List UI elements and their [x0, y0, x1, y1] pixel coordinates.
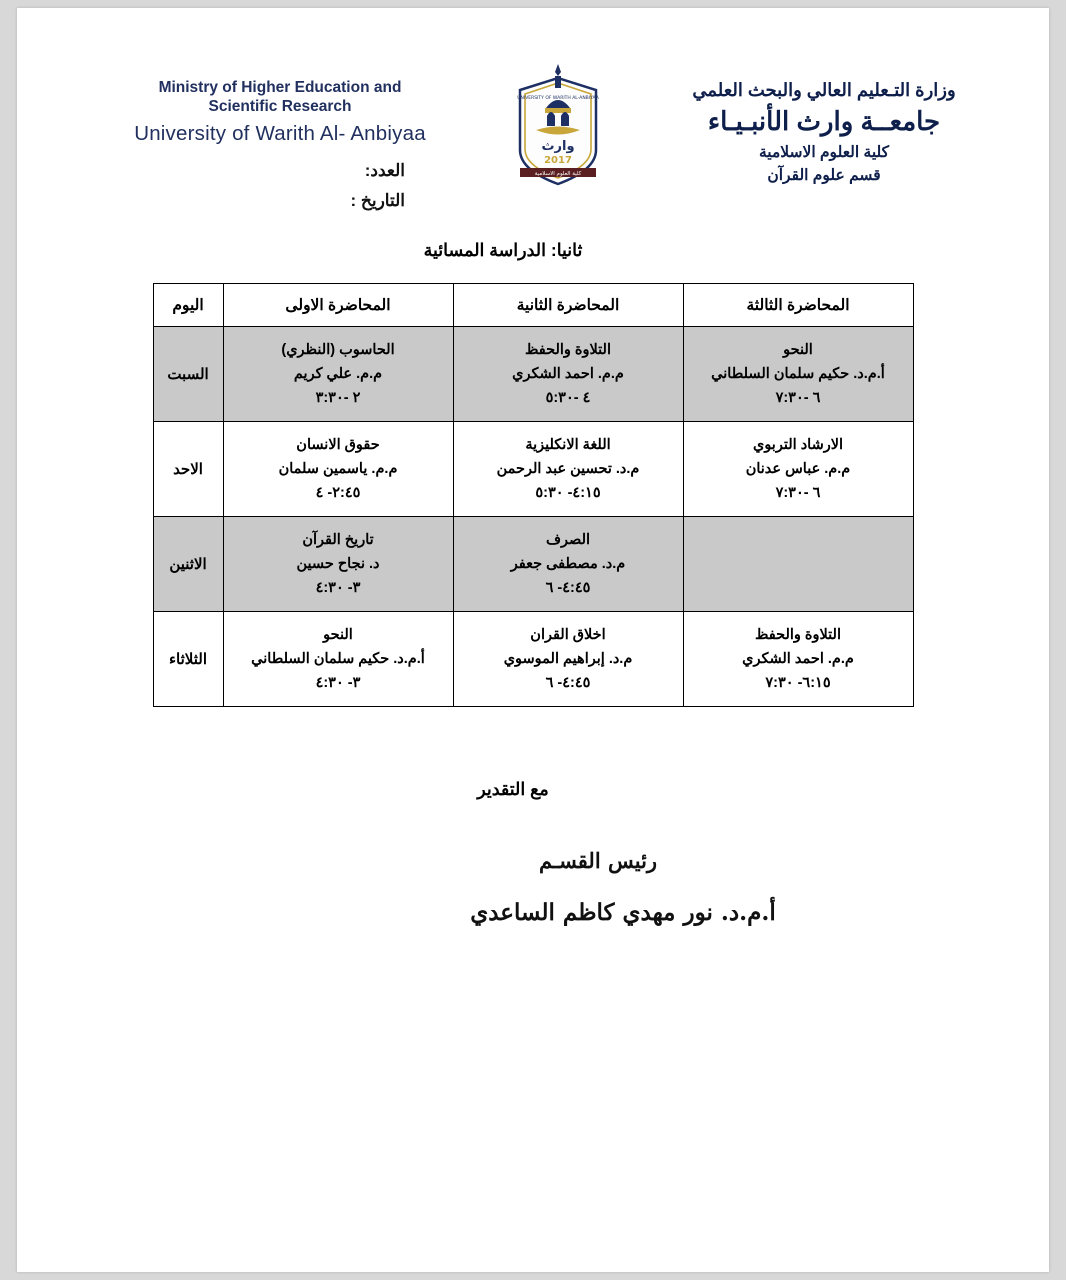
cell-day: السبت [153, 327, 223, 422]
svg-text:2017: 2017 [544, 155, 572, 166]
cell-lecture2 [453, 517, 683, 612]
table-header-row [153, 284, 913, 327]
time: ٦ -٧:٣٠ [775, 390, 821, 406]
ministry-line1: Ministry of Higher Education and [158, 79, 402, 96]
subject: الحاسوب (النظري) [281, 342, 395, 358]
cell-lecture1 [223, 422, 453, 517]
university-name-arabic: جامعــة وارث الأنبـيـاء [707, 106, 941, 136]
teacher: م.م. احمد الشكري [742, 651, 854, 667]
time: ٤:١٥- ٥:٣٠ [535, 485, 601, 501]
signature-title: رئيس القسـم [538, 848, 658, 873]
subject: الصرف [545, 532, 591, 548]
time: ٦ -٧:٣٠ [775, 485, 821, 501]
svg-text:كلية العلوم الاسلامية: كلية العلوم الاسلامية [534, 171, 582, 177]
teacher: م.م. علي كريم [293, 366, 383, 382]
cell-lecture3 [683, 612, 913, 707]
college-name: كلية العلوم الاسلامية [758, 144, 890, 161]
ministry-arabic: وزارة التـعليم العالي والبحث العلمي [692, 80, 956, 100]
page-title [17, 240, 1049, 261]
university-name-english: University of Warith Al- Anbiyaa [134, 122, 426, 145]
subject: الارشاد التربوي [752, 437, 844, 453]
cell-lecture3 [683, 327, 913, 422]
table-row [153, 517, 913, 612]
department-name: قسم علوم القرآن [767, 167, 881, 184]
cell-lecture2 [453, 327, 683, 422]
time: ٢:٤٥- ٤ [315, 485, 361, 501]
teacher: د. نجاح حسين [296, 556, 380, 572]
cell-day: الاثنين [153, 517, 223, 612]
time: ٢ -٣:٣٠ [315, 390, 361, 406]
teacher: م.م. احمد الشكري [512, 366, 624, 382]
number-label: العدد: [364, 161, 405, 180]
header-english-block [95, 78, 465, 146]
subject: حقوق الانسان [296, 437, 380, 453]
column-header-lecture1: المحاضرة الاولى [223, 284, 453, 327]
column-header-lecture3: المحاضرة الثالثة [683, 284, 913, 327]
cell-lecture3 [683, 422, 913, 517]
time: ٦:١٥- ٧:٣٠ [765, 675, 831, 691]
subject: التلاوة والحفظ [524, 342, 611, 358]
table-row [153, 327, 913, 422]
teacher: أ.م.د. حكيم سلمان السلطاني [711, 366, 885, 382]
teacher: م.د. إبراهيم الموسوي [503, 651, 633, 667]
column-header-lecture2: المحاضرة الثانية [453, 284, 683, 327]
time: ٤:٤٥- ٦ [545, 675, 591, 691]
subject: اخلاق القران [530, 627, 606, 643]
ministry-line2: Scientific Research [208, 98, 352, 115]
svg-text:وارث: وارث [541, 139, 575, 154]
subject: تاريخ القرآن [302, 532, 374, 548]
page-title-text: ثانيا: الدراسة المسائية [423, 240, 583, 260]
cell-lecture3-empty [683, 517, 913, 612]
schedule-table [153, 283, 914, 707]
cell-lecture2 [453, 422, 683, 517]
time: ٣- ٤:٣٠ [315, 580, 361, 596]
document-meta [262, 156, 467, 216]
time: ٣- ٤:٣٠ [315, 675, 361, 691]
document-page [17, 8, 1049, 1272]
signature-block [17, 848, 1049, 926]
cell-day: الثلاثاء [153, 612, 223, 707]
cell-lecture2 [453, 612, 683, 707]
time: ٤ -٥:٣٠ [545, 390, 591, 406]
subject: النحو [783, 342, 813, 358]
teacher: م.م. عباس عدنان [745, 461, 851, 477]
table-row [153, 422, 913, 517]
svg-text:UNIVERSITY OF WARITH AL-ANBIYA: UNIVERSITY OF WARITH AL-ANBIYAA [517, 96, 599, 101]
regards-line [17, 779, 1049, 800]
cell-lecture1 [223, 517, 453, 612]
cell-lecture1 [223, 327, 453, 422]
table-row [153, 612, 913, 707]
teacher: م.د. مصطفى جعفر [510, 556, 626, 572]
signature-name: أ.م.د. نور مهدي كاظم الساعدي [470, 899, 776, 926]
teacher: أ.م.د. حكيم سلمان السلطاني [251, 651, 425, 667]
column-header-day: اليوم [153, 284, 223, 327]
date-label: التاريخ : [350, 191, 405, 210]
cell-lecture1 [223, 612, 453, 707]
header-arabic-block [649, 80, 999, 185]
teacher: م.م. ياسمين سلمان [278, 461, 398, 477]
cell-day: الاحد [153, 422, 223, 517]
subject: النحو [323, 627, 353, 643]
time: ٤:٤٥- ٦ [545, 580, 591, 596]
regards-text: مع التقدير [477, 779, 549, 799]
document-header [57, 64, 1009, 214]
subject: اللغة الانكليزية [525, 437, 611, 453]
subject: التلاوة والحفظ [754, 627, 841, 643]
teacher: م.د. تحسين عبد الرحمن [496, 461, 640, 477]
university-logo [512, 64, 604, 189]
